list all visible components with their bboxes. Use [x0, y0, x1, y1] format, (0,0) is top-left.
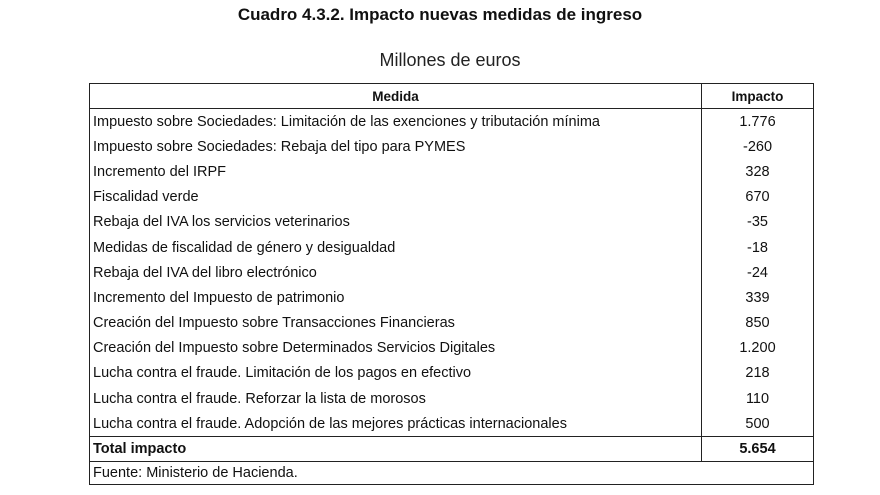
table-title: Cuadro 4.3.2. Impacto nuevas medidas de ingreso: [237, 5, 643, 24]
row-value: -260: [702, 134, 814, 159]
row-value: 218: [702, 361, 814, 386]
header-row: [90, 84, 814, 109]
table-row: [90, 361, 814, 386]
source-note: Fuente: Ministerio de Hacienda.: [90, 462, 814, 485]
row-value: 110: [702, 386, 814, 411]
row-label: Rebaja del IVA los servicios veterinarios: [90, 210, 702, 235]
row-label: Rebaja del IVA del libro electrónico: [90, 260, 702, 285]
row-label: Fiscalidad verde: [90, 185, 702, 210]
row-value: -24: [702, 260, 814, 285]
table-subtitle: Millones de euros: [379, 50, 521, 70]
row-value: 1.776: [702, 109, 814, 135]
row-value: -18: [702, 235, 814, 260]
table-row: [90, 109, 814, 135]
row-label: Impuesto sobre Sociedades: Rebaja del tipo para PYMES: [90, 134, 702, 159]
row-value: 339: [702, 285, 814, 310]
row-label: Impuesto sobre Sociedades: Limitación de las exenciones y tributación mínima: [90, 109, 702, 135]
measures-table: [89, 83, 814, 485]
table-row: [90, 285, 814, 310]
table-row: [90, 260, 814, 285]
row-label: Creación del Impuesto sobre Transacciones Financieras: [90, 311, 702, 336]
row-value: 328: [702, 159, 814, 184]
row-label: Lucha contra el fraude. Adopción de las mejores prácticas internacionales: [90, 411, 702, 437]
row-label: Lucha contra el fraude. Reforzar la lista de morosos: [90, 386, 702, 411]
row-label: Incremento del Impuesto de patrimonio: [90, 285, 702, 310]
row-label: Incremento del IRPF: [90, 159, 702, 184]
header-medida: Medida: [90, 84, 702, 109]
table-row: [90, 210, 814, 235]
header-impacto: Impacto: [702, 84, 814, 109]
row-label: Medidas de fiscalidad de género y desigualdad: [90, 235, 702, 260]
row-label: Lucha contra el fraude. Limitación de los pagos en efectivo: [90, 361, 702, 386]
table-row: [90, 235, 814, 260]
total-label: Total impacto: [90, 437, 702, 462]
table-row: [90, 386, 814, 411]
table-row: [90, 411, 814, 437]
source-row: [90, 462, 814, 485]
table-row: [90, 159, 814, 184]
row-value: 670: [702, 185, 814, 210]
row-label: Creación del Impuesto sobre Determinados Servicios Digitales: [90, 336, 702, 361]
row-value: 850: [702, 311, 814, 336]
total-row: [90, 437, 814, 462]
row-value: 1.200: [702, 336, 814, 361]
row-value: -35: [702, 210, 814, 235]
table-row: [90, 134, 814, 159]
table-row: [90, 185, 814, 210]
total-value: 5.654: [702, 437, 814, 462]
row-value: 500: [702, 411, 814, 437]
table-row: [90, 336, 814, 361]
table-row: [90, 311, 814, 336]
